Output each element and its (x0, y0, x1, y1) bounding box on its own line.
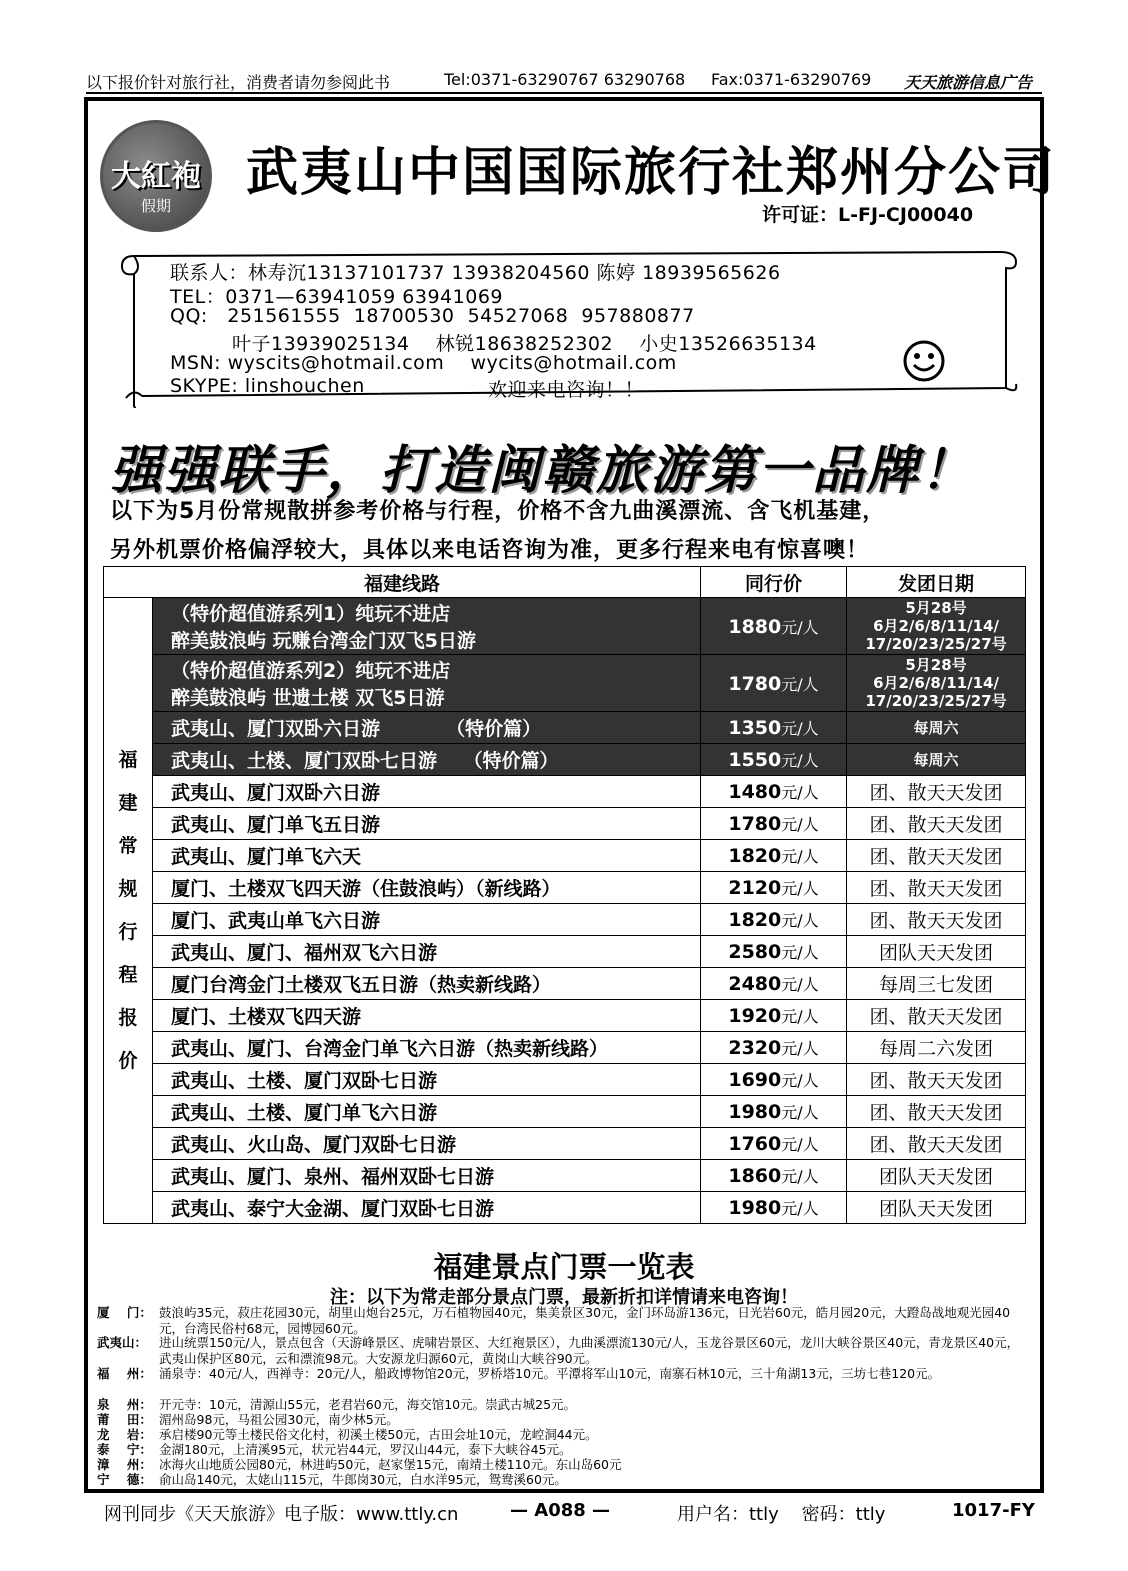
ticket-text: 冰海火山地质公园80元，林进屿50元，赵家堡15元，南靖土楼110元。东山岛60元 (159, 1457, 622, 1472)
route-price: 2120元/人 (701, 872, 847, 904)
header-route: 福建线路 (104, 567, 701, 598)
route-name: （特价超值游系列2）纯玩不进店 醉美鼓浪屿 世遗土楼 双飞5日游 (153, 655, 701, 712)
route-date: 5月28号 6月2/6/8/11/14/ 17/20/23/25/27号 (847, 598, 1026, 655)
route-name: 武夷山、厦门、福州双飞六日游 (153, 936, 701, 968)
header-date: 发团日期 (847, 567, 1026, 598)
route-price: 1780元/人 (701, 808, 847, 840)
ticket-text: 涌泉寺：40元/人，西禅寺：20元/人，船政博物馆20元，罗桥塔10元。平潭将军山10元，南寨石林10元，三十角湖13元，三坊七巷120元。 (159, 1366, 941, 1381)
route-name: 武夷山、厦门双卧六日游 (153, 776, 701, 808)
route-price: 1780元/人 (701, 655, 847, 712)
route-name: 厦门台湾金门土楼双飞五日游（热卖新线路） (153, 968, 701, 1000)
route-name: 武夷山、土楼、厦门单飞六日游 (153, 1096, 701, 1128)
table-row (104, 1160, 1026, 1192)
ticket-text: 承启楼90元等土楼民俗文化村，初溪土楼50元，古田会址10元，龙崆洞44元。 (159, 1427, 598, 1442)
route-price: 1980元/人 (701, 1096, 847, 1128)
route-date: 团、散天天发团 (847, 776, 1026, 808)
table-row (104, 655, 1026, 712)
smiley-icon (903, 340, 945, 382)
side-char: 常 (118, 834, 138, 857)
ticket-city: 龙 岩： (97, 1427, 152, 1442)
contact-welcome: 欢迎来电咨询！！ (488, 379, 645, 401)
ticket-text: 俞山岛140元，太姥山115元，牛郎岗30元，白水洋95元，鸳鸯溪60元。 (159, 1472, 567, 1487)
license-number: 许可证：L-FJ-CJ00040 (762, 204, 974, 226)
footer-code: 1017-FY (952, 1500, 1035, 1521)
route-price: 1820元/人 (701, 904, 847, 936)
ticket-item (97, 1457, 1027, 1473)
side-char: 建 (118, 791, 138, 814)
route-price: 1820元/人 (701, 840, 847, 872)
table-row (104, 712, 1026, 744)
table-row (104, 776, 1026, 808)
route-price: 1920元/人 (701, 1000, 847, 1032)
table-row (104, 936, 1026, 968)
header-notice: 以下报价针对旅行社，消费者请勿参阅此书 (86, 73, 391, 92)
intro-line-1: 以下为5月份常规散拼参考价格与行程，价格不含九曲溪漂流、含飞机基建， (110, 499, 886, 524)
side-char: 规 (118, 877, 138, 900)
intro-line-2: 另外机票价格偏浮较大，具体以来电话咨询为准，更多行程来电有惊喜噢！ (110, 538, 870, 563)
ticket-item (97, 1442, 1027, 1458)
route-date: 团队天天发团 (847, 936, 1026, 968)
contact-tel: TEL：0371—63941059 63941069 (170, 286, 504, 308)
route-name: 武夷山、厦门、泉州、福州双卧七日游 (153, 1160, 701, 1192)
side-char: 价 (118, 1049, 138, 1072)
ticket-text: 进山统票150元/人，景点包含（天游峰景区、虎啸岩景区、大红袍景区），九曲溪漂流130元/人，玉龙谷景区60元，龙川大峡谷景区40元，青龙景区40元，武夷山保护区80元，云和漂流98元。大安源龙归源60元，黄岗山大峡谷90元。 (159, 1335, 1020, 1366)
footer-sync: 网刊同步《天天旅游》电子版：www.ttly.cn (104, 1504, 459, 1525)
logo-sub-text: 假期 (140, 197, 171, 215)
header-brand: 天天旅游信息广告 (904, 73, 1033, 92)
ticket-item (97, 1305, 1027, 1336)
ticket-city: 宁 德： (97, 1472, 152, 1487)
route-price: 1980元/人 (701, 1192, 847, 1224)
route-price: 1760元/人 (701, 1128, 847, 1160)
ticket-city: 莆 田： (97, 1412, 152, 1427)
route-date: 团队天天发团 (847, 1160, 1026, 1192)
route-price: 1350元/人 (701, 712, 847, 744)
route-date: 团、散天天发团 (847, 1000, 1026, 1032)
route-date: 团、散天天发团 (847, 1096, 1026, 1128)
slogan: 强强联手，打造闽赣旅游第一品牌！ (110, 441, 975, 501)
contact-qq: QQ: 251561555 18700530 54527068 957880877 (170, 305, 695, 327)
header-fax: Fax:0371-63290769 (711, 70, 872, 89)
table-row (104, 1032, 1026, 1064)
route-price: 1550元/人 (701, 744, 847, 776)
dahongpao-logo (100, 120, 212, 232)
contact-mobiles: 叶子13939025134 林锐18638252302 小史13526635134 (232, 333, 817, 355)
header-price: 同行价 (701, 567, 847, 598)
ticket-city: 泰 宁： (97, 1442, 152, 1457)
routes-price-table (103, 566, 1026, 1224)
route-name: 武夷山、泰宁大金湖、厦门双卧七日游 (153, 1192, 701, 1224)
table-row (104, 968, 1026, 1000)
contact-msn: MSN: wyscits@hotmail.com wycits@hotmail.com (170, 352, 677, 374)
ticket-item (97, 1335, 1027, 1366)
table-row (104, 904, 1026, 936)
side-char: 报 (118, 1006, 138, 1029)
footer-login: 用户名：ttly 密码：ttly (677, 1504, 886, 1525)
contact-persons: 联系人：林寿沉13137101737 13938204560 陈婷 18939565626 (170, 262, 781, 284)
ticket-text: 鼓浪屿35元，菽庄花园30元，胡里山炮台25元，万石植物园40元，集美景区30元，金门环岛游136元，日光岩60元，皓月园20元，大蹬岛战地观光园40元，台湾民俗村68元，园博园60元。 (159, 1305, 1011, 1336)
table-header-row (104, 567, 1026, 598)
logo-main-text: 大紅袍 (111, 159, 201, 194)
route-date: 每周六 (847, 712, 1026, 744)
ticket-city: 福 州： (97, 1366, 152, 1381)
ticket-text: 金湖180元，上清溪95元，状元岩44元，罗汉山44元，泰下大峡谷45元。 (159, 1442, 572, 1457)
company-name: 武夷山中国国际旅行社郑州分公司 (246, 143, 1057, 203)
contact-skype: SKYPE: linshouchen (170, 375, 365, 397)
route-name: 厦门、土楼双飞四天游 (153, 1000, 701, 1032)
table-row (104, 1192, 1026, 1224)
route-date: 每周三七发团 (847, 968, 1026, 1000)
table-row (104, 1096, 1026, 1128)
route-price: 2580元/人 (701, 936, 847, 968)
route-date: 团、散天天发团 (847, 904, 1026, 936)
route-name: （特价超值游系列1）纯玩不进店 醉美鼓浪屿 玩赚台湾金门双飞5日游 (153, 598, 701, 655)
table-row (104, 840, 1026, 872)
route-name: 武夷山、土楼、厦门双卧七日游 （特价篇） (153, 744, 701, 776)
route-price: 1880元/人 (701, 598, 847, 655)
ticket-item (97, 1427, 1027, 1443)
route-name: 厦门、土楼双飞四天游（住鼓浪屿）（新线路） (153, 872, 701, 904)
ticket-city: 泉 州： (97, 1397, 152, 1412)
route-name: 武夷山、厦门单飞六天 (153, 840, 701, 872)
table-row (104, 872, 1026, 904)
route-price: 1860元/人 (701, 1160, 847, 1192)
ticket-item (97, 1366, 1027, 1382)
route-name: 武夷山、厦门单飞五日游 (153, 808, 701, 840)
route-price: 2480元/人 (701, 968, 847, 1000)
table-row (104, 744, 1026, 776)
route-name: 武夷山、厦门双卧六日游 （特价篇） (153, 712, 701, 744)
route-date: 每周二六发团 (847, 1032, 1026, 1064)
route-date: 团队天天发团 (847, 1192, 1026, 1224)
route-date: 5月28号 6月2/6/8/11/14/ 17/20/23/25/27号 (847, 655, 1026, 712)
tickets-title: 福建景点门票一览表 (433, 1250, 695, 1284)
table-row (104, 1128, 1026, 1160)
route-price: 2320元/人 (701, 1032, 847, 1064)
route-name: 武夷山、厦门、台湾金门单飞六日游（热卖新线路） (153, 1032, 701, 1064)
table-row (104, 1000, 1026, 1032)
ticket-item (97, 1397, 1027, 1413)
route-date: 团、散天天发团 (847, 840, 1026, 872)
side-char: 程 (118, 963, 138, 986)
header-tel: Tel:0371-63290767 63290768 (444, 70, 686, 89)
route-name: 厦门、武夷山单飞六日游 (153, 904, 701, 936)
ticket-city: 武夷山： (97, 1335, 148, 1350)
table-row (104, 808, 1026, 840)
route-date: 团、散天天发团 (847, 1064, 1026, 1096)
route-price: 1690元/人 (701, 1064, 847, 1096)
side-char: 福 (118, 748, 138, 771)
route-date: 团、散天天发团 (847, 872, 1026, 904)
ticket-text: 开元寺：10元，清源山55元，老君岩60元，海交馆10元。崇武古城25元。 (159, 1397, 577, 1412)
route-date: 团、散天天发团 (847, 808, 1026, 840)
tickets-note: 注：以下为常走部分景点门票，最新折扣详情请来电咨询！ (330, 1287, 798, 1308)
side-char: 行 (118, 920, 138, 943)
route-name: 武夷山、火山岛、厦门双卧七日游 (153, 1128, 701, 1160)
side-label (104, 598, 153, 1224)
ticket-text: 湄州岛98元，马祖公园30元，南少林5元。 (159, 1412, 399, 1427)
route-price: 1480元/人 (701, 776, 847, 808)
ticket-city: 漳 州： (97, 1457, 152, 1472)
ticket-item (97, 1472, 1027, 1488)
route-date: 每周六 (847, 744, 1026, 776)
route-name: 武夷山、土楼、厦门双卧七日游 (153, 1064, 701, 1096)
route-date: 团、散天天发团 (847, 1128, 1026, 1160)
footer-page: — A088 — (510, 1500, 611, 1521)
ticket-city: 厦 门： (97, 1305, 152, 1320)
top-header-bar (86, 68, 1042, 94)
ticket-item (97, 1412, 1027, 1428)
table-row (104, 598, 1026, 655)
table-row (104, 1064, 1026, 1096)
